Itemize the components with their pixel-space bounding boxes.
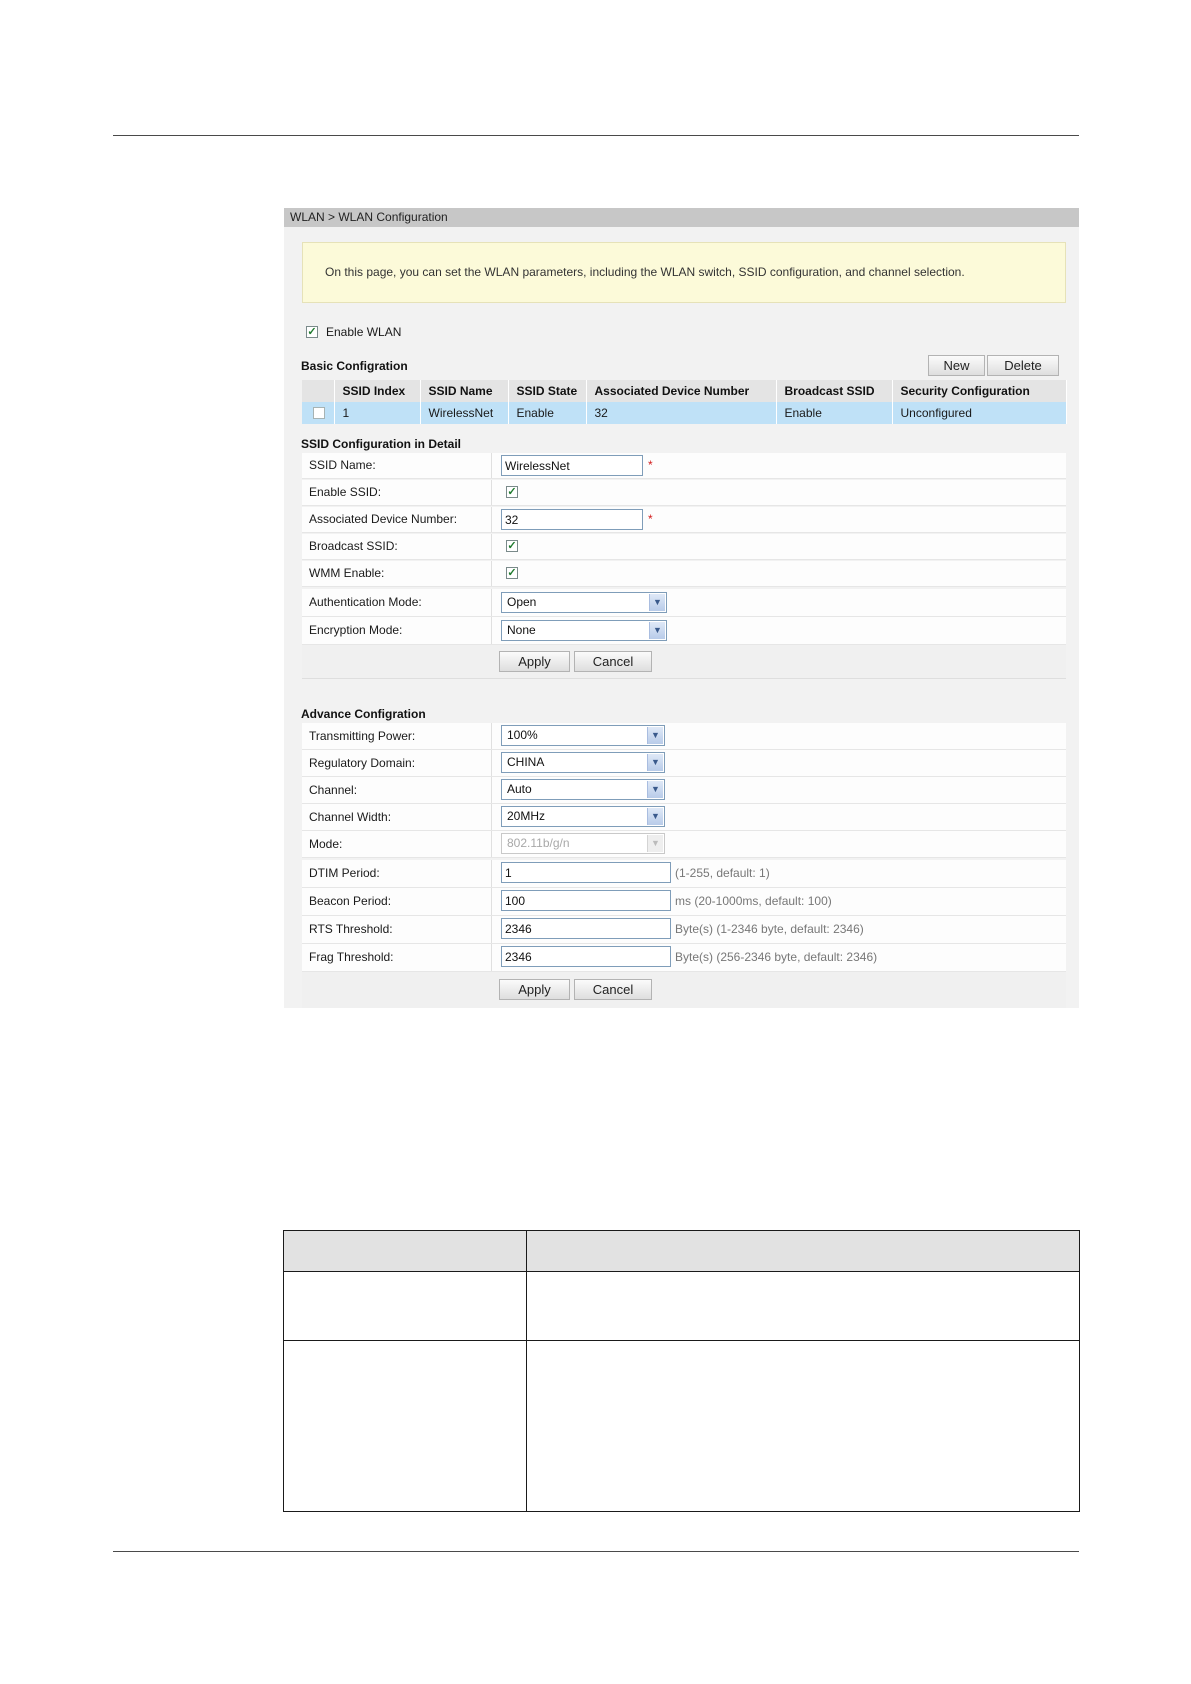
parameter-table-header [284,1231,1080,1272]
new-button[interactable]: New [928,355,985,376]
channel-width-value: 20MHz [507,809,546,823]
frag-hint: Byte(s) (256-2346 byte, default: 2346) [675,950,878,964]
reg-domain-value: CHINA [507,755,545,769]
col-ssid-state: SSID State [508,380,586,402]
reg-domain-select[interactable] [501,752,665,773]
select-col-header [302,380,334,402]
table-row[interactable] [302,402,1066,424]
rts-label: RTS Threshold: [302,916,492,943]
frag-row [302,944,1066,972]
beacon-row [302,888,1066,916]
cell-ssid-index: 1 [334,402,420,424]
tx-power-select[interactable] [501,725,665,746]
enable-wlan-checkbox[interactable]: ✓ [307,326,317,338]
enable-wlan-label: Enable WLAN [326,325,402,339]
chevron-down-icon: ▼ [647,781,663,798]
rts-row [302,916,1066,944]
reg-domain-row [302,750,1066,777]
mode-row [302,831,1066,858]
channel-width-row [302,804,1066,831]
ssid-detail-title: SSID Configuration in Detail [301,437,462,451]
ssid-name-input[interactable] [501,455,643,476]
col-ssid-name: SSID Name [420,380,508,402]
cell-ssid-name: WirelessNet [420,402,508,424]
broadcast-ssid-checkbox[interactable]: ✓ [507,540,517,552]
header-cell [527,1231,1080,1272]
channel-width-select[interactable] [501,806,665,827]
tx-power-row [302,723,1066,750]
auth-mode-select[interactable] [501,592,667,613]
delete-button[interactable]: Delete [987,355,1059,376]
apply-button[interactable]: Apply [499,651,570,672]
table-cell [284,1340,527,1511]
breadcrumb: WLAN > WLAN Configuration [284,208,1079,227]
enc-mode-value: None [507,623,536,637]
chevron-down-icon: ▼ [647,808,663,825]
required-marker: * [648,458,653,472]
chevron-down-icon: ▼ [649,594,665,611]
col-broadcast-ssid: Broadcast SSID [776,380,892,402]
cell-assoc-number: 32 [586,402,776,424]
frag-threshold-input[interactable] [501,946,671,967]
cancel-button[interactable]: Cancel [574,979,652,1000]
beacon-label: Beacon Period: [302,888,492,915]
cell-broadcast-ssid: Enable [776,402,892,424]
page-notice: On this page, you can set the WLAN parameters, including the WLAN switch, SSID configuration, and channel selection. [302,242,1066,303]
table-cell [527,1272,1080,1340]
dtim-row [302,860,1066,888]
assoc-number-label: Associated Device Number: [302,507,492,532]
parameter-table [283,1230,1080,1512]
ssid-table-header [302,380,1066,402]
header-cell [284,1231,527,1272]
enable-ssid-row [302,480,1066,506]
rts-hint: Byte(s) (1-2346 byte, default: 2346) [675,922,864,936]
mode-label: Mode: [302,831,492,857]
frag-label: Frag Threshold: [302,944,492,971]
detail-button-row [302,645,1066,679]
required-marker: * [648,512,653,526]
chevron-down-icon: ▼ [647,754,663,771]
tx-power-value: 100% [507,728,538,742]
wmm-row [302,561,1066,587]
enc-mode-select[interactable] [501,620,667,641]
mode-value: 802.11b/g/n [507,836,570,850]
wmm-enable-checkbox[interactable]: ✓ [507,567,517,579]
enable-ssid-checkbox[interactable]: ✓ [507,486,517,498]
channel-width-label: Channel Width: [302,804,492,830]
reg-domain-label: Regulatory Domain: [302,750,492,776]
auth-mode-label: Authentication Mode: [302,589,492,616]
auth-mode-value: Open [507,595,537,609]
table-row [284,1340,1080,1511]
cell-security-config: Unconfigured [892,402,1066,424]
chevron-down-icon: ▼ [649,622,665,639]
auth-mode-row [302,589,1066,617]
advance-button-row [302,972,1066,1008]
basic-config-title: Basic Configration [301,359,408,373]
channel-label: Channel: [302,777,492,803]
dtim-label: DTIM Period: [302,860,492,887]
table-cell [527,1340,1080,1511]
assoc-number-row [302,507,1066,533]
rts-threshold-input[interactable] [501,918,671,939]
tx-power-label: Transmitting Power: [302,723,492,749]
broadcast-ssid-label: Broadcast SSID: [302,534,492,559]
cancel-button[interactable]: Cancel [574,651,652,672]
table-row [284,1272,1080,1340]
dtim-period-input[interactable] [501,862,671,883]
chevron-down-icon: ▼ [647,835,663,852]
table-cell [284,1272,527,1340]
enc-mode-label: Encryption Mode: [302,617,492,644]
advance-config-title: Advance Configration [301,707,426,721]
chevron-down-icon: ▼ [647,727,663,744]
wlan-config-screenshot [284,208,1079,1008]
ssid-name-row [302,453,1066,479]
wmm-label: WMM Enable: [302,561,492,586]
col-associated-device-number: Associated Device Number [586,380,776,402]
channel-row [302,777,1066,804]
channel-value: Auto [507,782,532,796]
col-security-configuration: Security Configuration [892,380,1066,402]
beacon-period-input[interactable] [501,890,671,911]
row-select-cell [302,402,334,424]
beacon-hint: ms (20-1000ms, default: 100) [675,894,832,908]
header-rule [113,135,1079,136]
mode-select [501,833,665,854]
assoc-number-input[interactable] [501,509,643,530]
broadcast-ssid-row [302,534,1066,560]
enc-mode-row [302,617,1066,645]
cell-ssid-state: Enable [508,402,586,424]
dtim-hint: (1-255, default: 1) [675,866,770,880]
channel-select[interactable] [501,779,665,800]
ssid-name-label: SSID Name: [302,453,492,478]
footer-rule [113,1551,1079,1552]
row-select-checkbox[interactable] [313,407,325,419]
apply-button[interactable]: Apply [499,979,570,1000]
ssid-table [302,380,1067,424]
col-ssid-index: SSID Index [334,380,420,402]
enable-ssid-label: Enable SSID: [302,480,492,505]
